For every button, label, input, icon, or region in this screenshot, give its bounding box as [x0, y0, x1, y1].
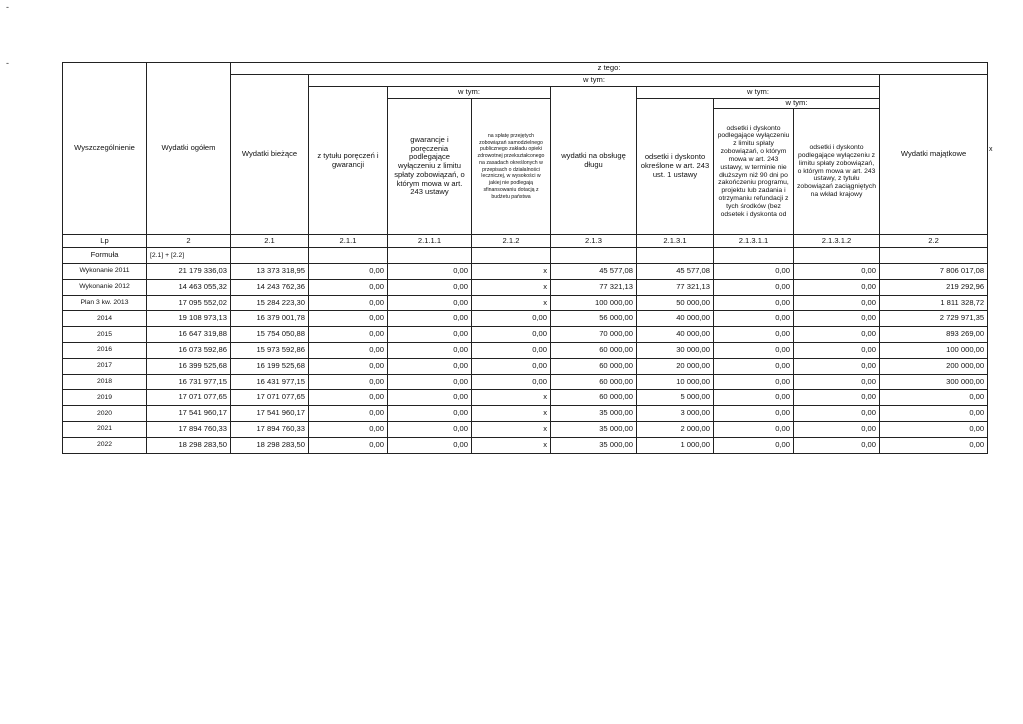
cell-value: 20 000,00 [637, 358, 714, 374]
cell-value: 0,00 [794, 374, 880, 390]
cell-value: 0,00 [309, 390, 388, 406]
formula-label: Formuła [63, 248, 147, 264]
cell-value: 0,00 [309, 295, 388, 311]
cell-value: 0,00 [714, 264, 794, 280]
cell-value: 0,00 [794, 264, 880, 280]
cell-value: 0,00 [714, 421, 794, 437]
cell-value: x [472, 279, 551, 295]
header-odsetki-art-243: odsetki i dyskonto określone w art. 243 ust. 1 ustawy [637, 99, 714, 235]
cell-value: 16 073 592,86 [147, 342, 231, 358]
cell-value: 0,00 [794, 342, 880, 358]
cell-value: 219 292,96 [880, 279, 988, 295]
header-odsetki-wklad-krajowy: odsetki i dyskonto podlegające wyłączeniu z limitu spłaty zobowiązań, o którym mowa w art. 243 ustawy, z tytułu zobowiązań zaciągniętych na wkład krajowy [794, 109, 880, 235]
cell-value: 0,00 [388, 406, 472, 422]
lp-number: 2.1.3 [551, 235, 637, 248]
cell-value: 16 731 977,15 [147, 374, 231, 390]
cell-value: 0,00 [388, 437, 472, 453]
cell-value: 0,00 [880, 437, 988, 453]
cell-value: 0,00 [472, 311, 551, 327]
cell-value: 0,00 [309, 342, 388, 358]
cell-value: 60 000,00 [551, 358, 637, 374]
cell-value: 300 000,00 [880, 374, 988, 390]
cell-value: 7 806 017,08 [880, 264, 988, 280]
cell-value: 60 000,00 [551, 374, 637, 390]
cell-value: 35 000,00 [551, 406, 637, 422]
cell-value: 0,00 [309, 311, 388, 327]
margin-x-mark: x [989, 146, 993, 153]
cell-value: 5 000,00 [637, 390, 714, 406]
cell-value: 0,00 [388, 358, 472, 374]
header-na-splate-przejetych: na spłatę przejętych zobowiązań samodzielnego publicznego zakładu opieki zdrowotnej przekształconego na zasadach określonych w przepisach o działalności leczniczej, w wysokości w jakiej nie podlegają sfinansowaniu dotacją z budżetu państwa [472, 99, 551, 235]
table-row [63, 421, 988, 437]
cell-value: 0,00 [309, 437, 388, 453]
row-label: 2016 [63, 342, 147, 358]
cell-value: 0,00 [880, 421, 988, 437]
cell-value: 0,00 [880, 390, 988, 406]
cell-value: 0,00 [794, 406, 880, 422]
cell-value: x [472, 295, 551, 311]
cell-value: 0,00 [388, 327, 472, 343]
cell-value: 16 431 977,15 [231, 374, 309, 390]
cell-value: 13 373 318,95 [231, 264, 309, 280]
header-wydatki-biezace: Wydatki bieżące [231, 75, 309, 235]
cell-value: 0,00 [388, 390, 472, 406]
cell-value: 0,00 [794, 358, 880, 374]
cell-value: 0,00 [388, 264, 472, 280]
cell-value: 0,00 [388, 342, 472, 358]
lp-number: 2.1.1 [309, 235, 388, 248]
cell-value: 15 284 223,30 [231, 295, 309, 311]
header-w-tym-4: w tym: [714, 99, 880, 109]
cell-value: 0,00 [309, 358, 388, 374]
cell-value: 0,00 [472, 374, 551, 390]
lp-number: 2.1.2 [472, 235, 551, 248]
header-wydatki-majatkowe: Wydatki majątkowe [880, 75, 988, 235]
formula-row [63, 248, 988, 264]
cell-value: 16 399 525,68 [147, 358, 231, 374]
cell-value: 2 729 971,35 [880, 311, 988, 327]
cell-value: 0,00 [309, 421, 388, 437]
cell-value: x [472, 437, 551, 453]
cell-value: 19 108 973,13 [147, 311, 231, 327]
cell-value: 17 541 960,17 [231, 406, 309, 422]
cell-value: 17 894 760,33 [231, 421, 309, 437]
cell-value: 40 000,00 [637, 311, 714, 327]
cell-value: 0,00 [388, 279, 472, 295]
cell-value: 30 000,00 [637, 342, 714, 358]
lp-row [63, 235, 988, 248]
cell-value: 0,00 [714, 437, 794, 453]
cell-value: x [472, 264, 551, 280]
cell-value: 0,00 [472, 358, 551, 374]
cell-value: 50 000,00 [637, 295, 714, 311]
header-w-tym-2: w tym: [388, 87, 551, 99]
header-odsetki-90-dni: odsetki i dyskonto podlegające wyłączeniu z limitu spłaty zobowiązań, o którym mowa w art. 243 ustawy, w terminie nie dłuższym niż 90 dni po zakończeniu programu, projektu lub zadania i otrzymaniu refundacji z tych środków (bez odsetek i dyskonta od [714, 109, 794, 235]
cell-value: 0,00 [472, 342, 551, 358]
row-label: 2015 [63, 327, 147, 343]
lp-number: 2.1.3.1 [637, 235, 714, 248]
scan-mark-top: - [6, 2, 9, 12]
table-row [63, 311, 988, 327]
lp-number: 2.1.1.1 [388, 235, 472, 248]
cell-value: 60 000,00 [551, 390, 637, 406]
table-row [63, 358, 988, 374]
cell-value: 45 577,08 [551, 264, 637, 280]
cell-value: 0,00 [880, 406, 988, 422]
cell-value: 77 321,13 [637, 279, 714, 295]
table-row [63, 295, 988, 311]
cell-value: 893 269,00 [880, 327, 988, 343]
cell-value: 17 071 077,65 [147, 390, 231, 406]
cell-value: 35 000,00 [551, 421, 637, 437]
cell-value: 18 298 283,50 [147, 437, 231, 453]
wpf-expenditure-table [62, 62, 988, 454]
row-label: 2021 [63, 421, 147, 437]
cell-value: 0,00 [794, 390, 880, 406]
cell-value: 45 577,08 [637, 264, 714, 280]
cell-value: 0,00 [714, 374, 794, 390]
scan-mark-left: - [6, 58, 9, 68]
cell-value: 60 000,00 [551, 342, 637, 358]
cell-value: 0,00 [388, 295, 472, 311]
cell-value: 0,00 [714, 311, 794, 327]
row-label: Wykonanie 2012 [63, 279, 147, 295]
cell-value: 21 179 336,03 [147, 264, 231, 280]
cell-value: 0,00 [309, 406, 388, 422]
cell-value: x [472, 421, 551, 437]
cell-value: 100 000,00 [880, 342, 988, 358]
row-label: Plan 3 kw. 2013 [63, 295, 147, 311]
table-row [63, 327, 988, 343]
formula-value: [2.1] + [2.2] [147, 248, 231, 264]
cell-value: 16 379 001,78 [231, 311, 309, 327]
lp-label: Lp [63, 235, 147, 248]
cell-value: 0,00 [309, 374, 388, 390]
cell-value: 10 000,00 [637, 374, 714, 390]
cell-value: 0,00 [309, 264, 388, 280]
cell-value: 40 000,00 [637, 327, 714, 343]
cell-value: 0,00 [794, 295, 880, 311]
row-label: 2014 [63, 311, 147, 327]
cell-value: 3 000,00 [637, 406, 714, 422]
row-label: 2020 [63, 406, 147, 422]
cell-value: 2 000,00 [637, 421, 714, 437]
row-label: 2018 [63, 374, 147, 390]
cell-value: 1 811 328,72 [880, 295, 988, 311]
lp-number: 2.1 [231, 235, 309, 248]
lp-number: 2 [147, 235, 231, 248]
header-w-tym-1: w tym: [309, 75, 880, 87]
cell-value: 16 199 525,68 [231, 358, 309, 374]
header-wyszczegolnienie: Wyszczególnienie [63, 63, 147, 235]
cell-value: 0,00 [388, 421, 472, 437]
cell-value: 0,00 [714, 279, 794, 295]
cell-value: 0,00 [794, 327, 880, 343]
cell-value: 56 000,00 [551, 311, 637, 327]
header-w-tym-3: w tym: [637, 87, 880, 99]
cell-value: 14 243 762,36 [231, 279, 309, 295]
cell-value: 0,00 [794, 279, 880, 295]
header-gwarancje-i-poreczenia: gwarancje i poręczenia podlegające wyłączeniu z limitu spłaty zobowiązań, o którym mowa w art. 243 ustawy [388, 99, 472, 235]
cell-value: 0,00 [309, 279, 388, 295]
cell-value: 16 647 319,88 [147, 327, 231, 343]
cell-value: 0,00 [388, 374, 472, 390]
cell-value: 15 973 592,86 [231, 342, 309, 358]
cell-value: x [472, 406, 551, 422]
cell-value: 17 541 960,17 [147, 406, 231, 422]
cell-value: 0,00 [794, 421, 880, 437]
header-z-tytulu-poreczen: z tytułu poręczeń i gwarancji [309, 87, 388, 235]
cell-value: 15 754 050,88 [231, 327, 309, 343]
cell-value: 35 000,00 [551, 437, 637, 453]
row-label: 2022 [63, 437, 147, 453]
cell-value: 1 000,00 [637, 437, 714, 453]
cell-value: 17 095 552,02 [147, 295, 231, 311]
cell-value: 0,00 [714, 406, 794, 422]
table-row [63, 374, 988, 390]
cell-value: 17 894 760,33 [147, 421, 231, 437]
table-row [63, 279, 988, 295]
cell-value: 200 000,00 [880, 358, 988, 374]
row-label: Wykonanie 2011 [63, 264, 147, 280]
lp-number: 2.2 [880, 235, 988, 248]
table-row [63, 437, 988, 453]
table-row [63, 264, 988, 280]
lp-number: 2.1.3.1.2 [794, 235, 880, 248]
cell-value: 77 321,13 [551, 279, 637, 295]
cell-value: 17 071 077,65 [231, 390, 309, 406]
cell-value: 18 298 283,50 [231, 437, 309, 453]
table-row [63, 390, 988, 406]
table-row [63, 406, 988, 422]
header-wydatki-ogolem: Wydatki ogółem [147, 63, 231, 235]
cell-value: 0,00 [714, 342, 794, 358]
lp-number: 2.1.3.1.1 [714, 235, 794, 248]
table-row [63, 342, 988, 358]
cell-value: 0,00 [309, 327, 388, 343]
cell-value: 0,00 [714, 358, 794, 374]
cell-value: x [472, 390, 551, 406]
cell-value: 0,00 [388, 311, 472, 327]
header-z-tego: z tego: [231, 63, 988, 75]
cell-value: 100 000,00 [551, 295, 637, 311]
row-label: 2019 [63, 390, 147, 406]
cell-value: 70 000,00 [551, 327, 637, 343]
cell-value: 0,00 [714, 327, 794, 343]
cell-value: 0,00 [472, 327, 551, 343]
cell-value: 0,00 [794, 311, 880, 327]
cell-value: 14 463 055,32 [147, 279, 231, 295]
cell-value: 0,00 [714, 295, 794, 311]
cell-value: 0,00 [794, 437, 880, 453]
cell-value: 0,00 [714, 390, 794, 406]
header-wydatki-na-obsluge-dlugu: wydatki na obsługę długu [551, 87, 637, 235]
row-label: 2017 [63, 358, 147, 374]
